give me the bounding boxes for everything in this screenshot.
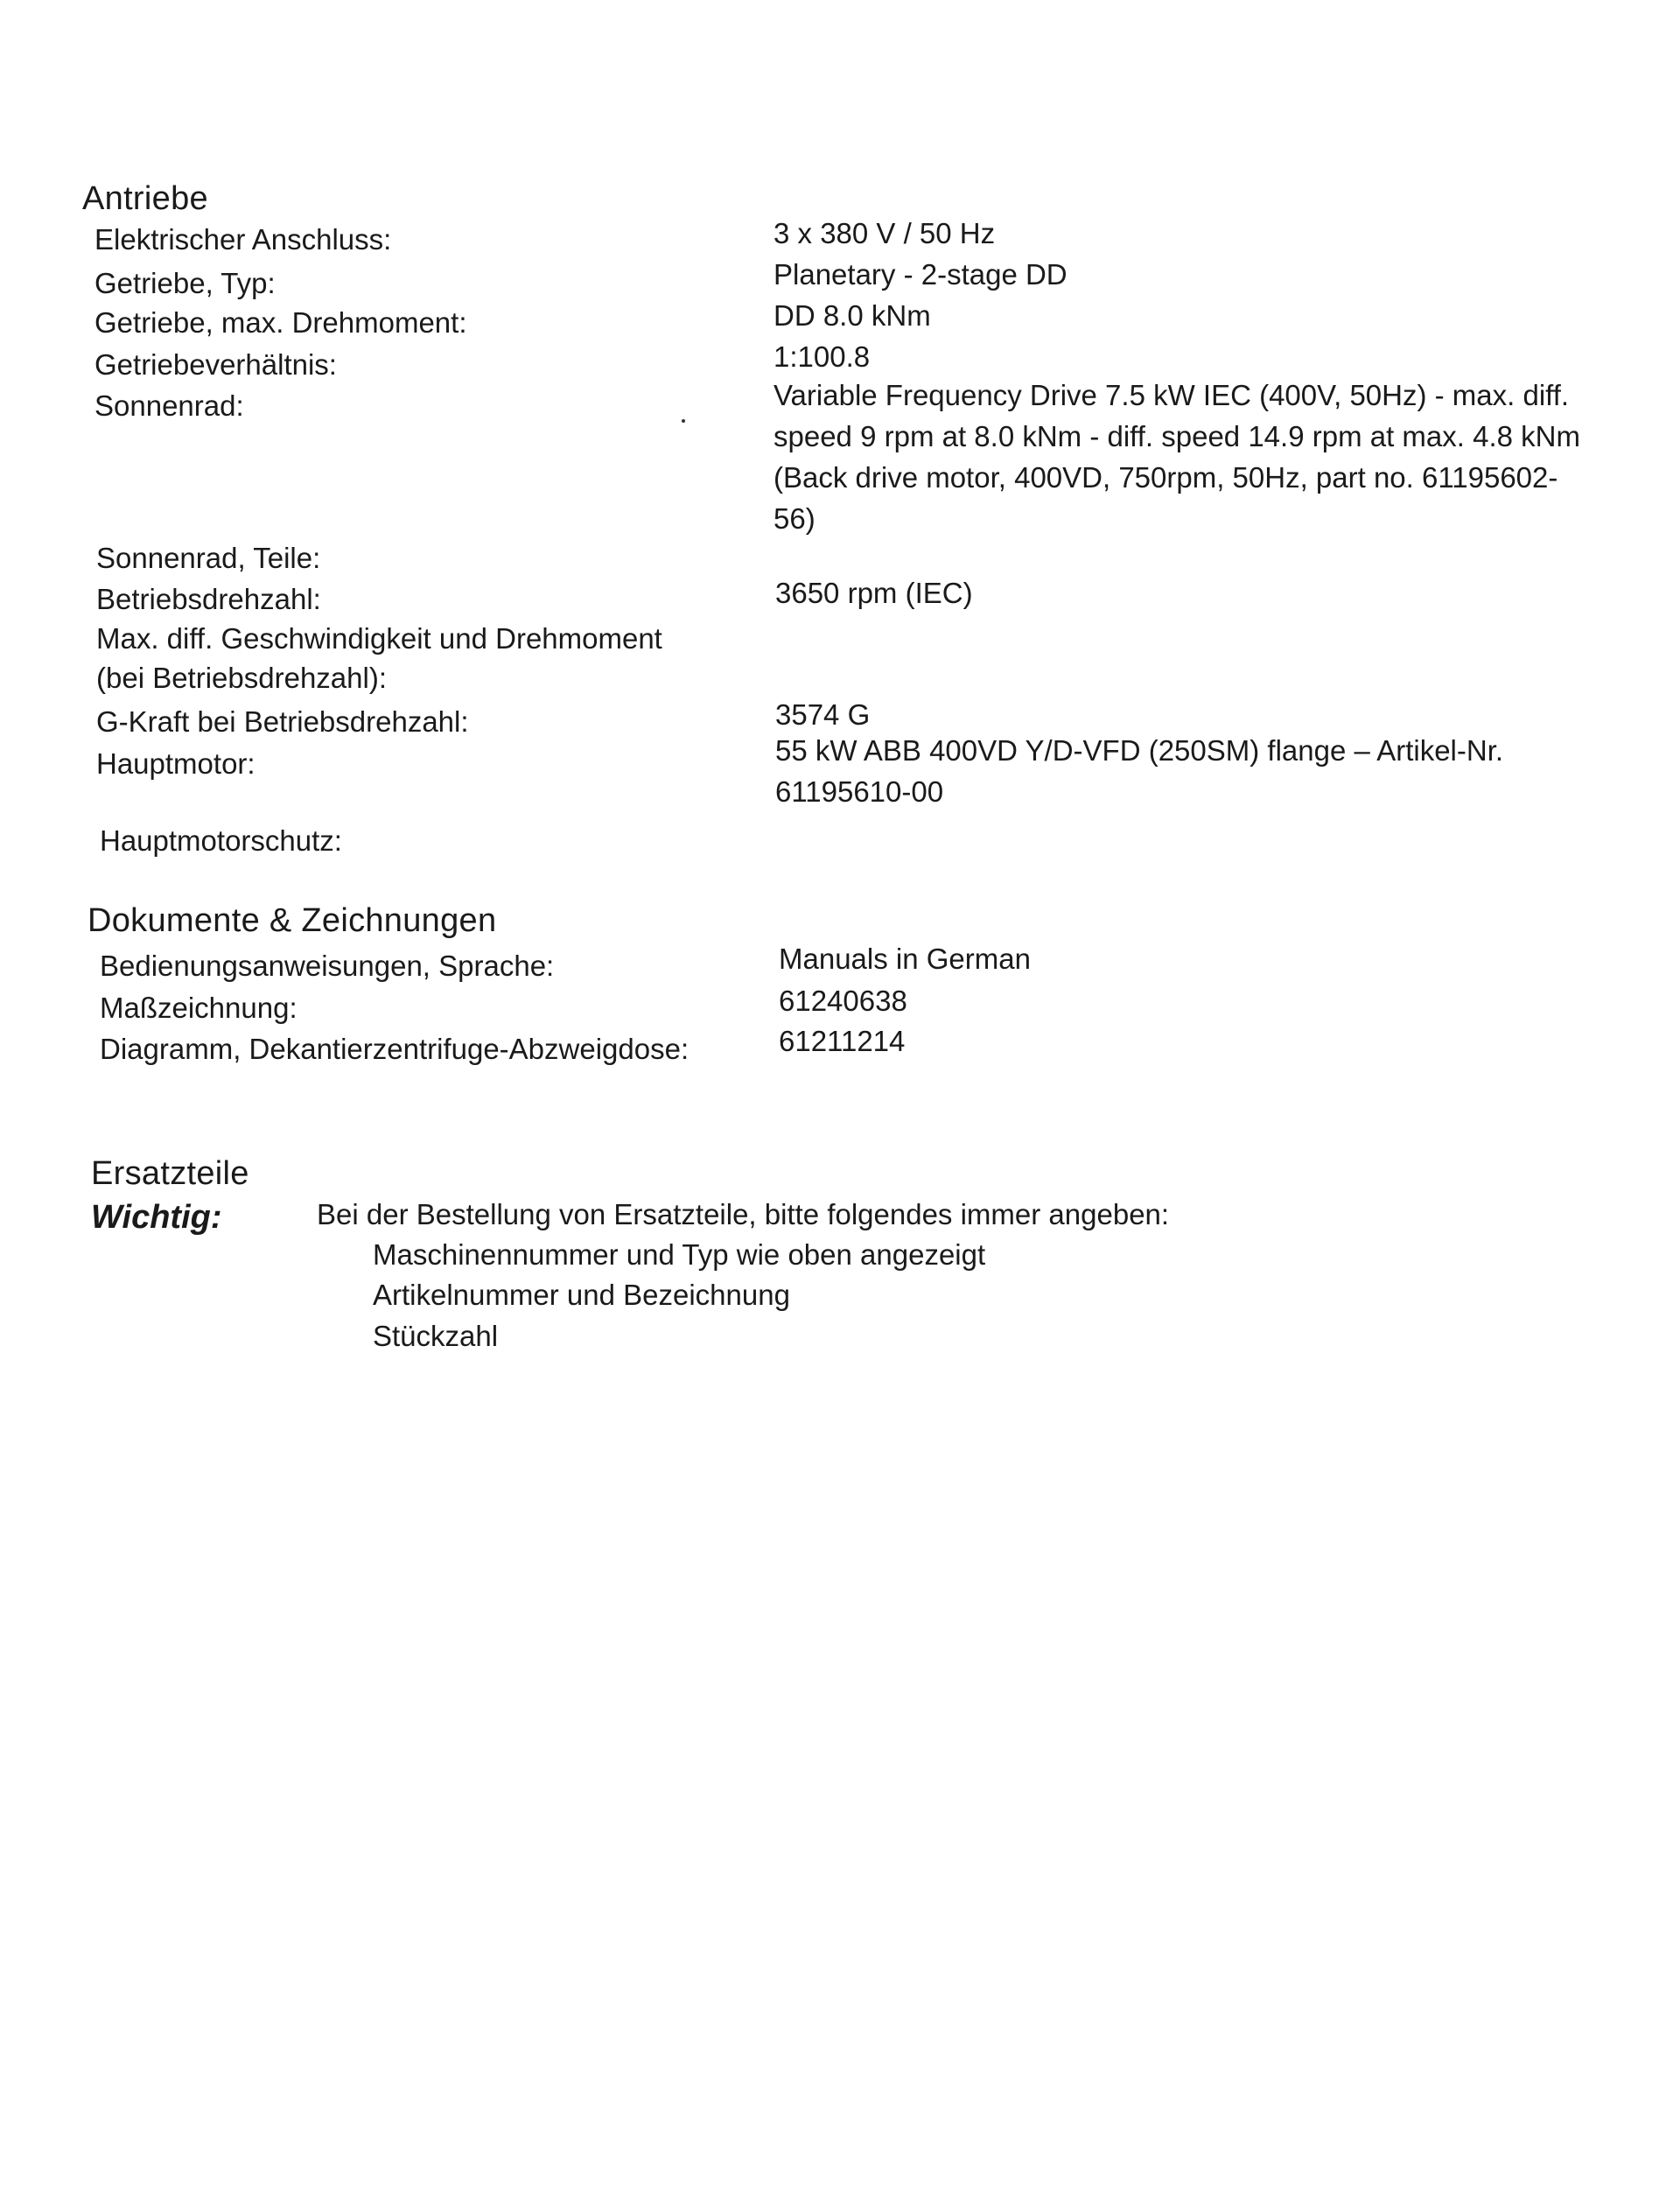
- label-bedienungsanweisungen: Bedienungsanweisungen, Sprache:: [100, 950, 555, 982]
- value-betriebsdrehzahl: 3650 rpm (IEC): [775, 577, 973, 609]
- important-label: Wichtig:: [91, 1199, 222, 1236]
- label-bei-betriebsdrehzahl: (bei Betriebsdrehzahl):: [96, 662, 387, 694]
- list-item: Artikelnummer und Bezeichnung: [373, 1279, 790, 1311]
- section-title-antriebe: Antriebe: [82, 180, 208, 217]
- value-sonnenrad: Variable Frequency Drive 7.5 kW IEC (400V, 50Hz) - max. diff. speed 9 rpm at 8.0 kNm - diff. speed 14.9 rpm at max. 4.8 kNm (Back drive motor, 400VD, 750rpm, 50Hz, part no. 61195602-56): [774, 379, 1580, 535]
- value-diagramm: 61211214: [779, 1025, 906, 1057]
- section-title-ersatzteile: Ersatzteile: [91, 1155, 249, 1192]
- label-getriebe-drehmoment: Getriebe, max. Drehmoment:: [94, 306, 467, 339]
- instruction-text: Bei der Bestellung von Ersatzteile, bitte folgendes immer angeben:: [317, 1198, 1170, 1230]
- value-masszeichnung: 61240638: [779, 985, 907, 1017]
- label-betriebsdrehzahl: Betriebsdrehzahl:: [96, 583, 321, 615]
- value-g-kraft: 3574 G: [775, 698, 871, 731]
- list-item: Stückzahl: [373, 1320, 499, 1352]
- label-elektrischer-anschluss: Elektrischer Anschluss:: [94, 223, 392, 256]
- label-sonnenrad-teile: Sonnenrad, Teile:: [96, 542, 321, 574]
- value-hauptmotor: 55 kW ABB 400VD Y/D-VFD (250SM) flange – Artikel-Nr. 61195610-00: [775, 734, 1504, 808]
- label-max-diff-geschwindigkeit: Max. diff. Geschwindigkeit und Drehmoment: [96, 622, 662, 655]
- scan-speck: [682, 419, 685, 423]
- label-getriebeverhaeltnis: Getriebeverhältnis:: [94, 348, 337, 381]
- section-title-dokumente: Dokumente & Zeichnungen: [88, 902, 497, 939]
- label-sonnenrad: Sonnenrad:: [94, 389, 244, 422]
- value-getriebe-typ: Planetary - 2-stage DD: [774, 258, 1068, 291]
- label-g-kraft: G-Kraft bei Betriebsdrehzahl:: [96, 705, 469, 738]
- label-hauptmotor: Hauptmotor:: [96, 747, 256, 780]
- value-elektrischer-anschluss: 3 x 380 V / 50 Hz: [774, 217, 996, 249]
- label-masszeichnung: Maßzeichnung:: [100, 992, 298, 1024]
- label-diagramm: Diagramm, Dekantierzentrifuge-Abzweigdose:: [100, 1033, 690, 1065]
- list-item: Maschinennummer und Typ wie oben angezeigt: [373, 1238, 986, 1271]
- value-bedienungsanweisungen: Manuals in German: [779, 943, 1031, 975]
- value-getriebeverhaeltnis: 1:100.8: [774, 340, 871, 373]
- label-getriebe-typ: Getriebe, Typ:: [94, 267, 276, 299]
- value-getriebe-drehmoment: DD 8.0 kNm: [774, 299, 931, 332]
- label-hauptmotorschutz: Hauptmotorschutz:: [100, 824, 342, 857]
